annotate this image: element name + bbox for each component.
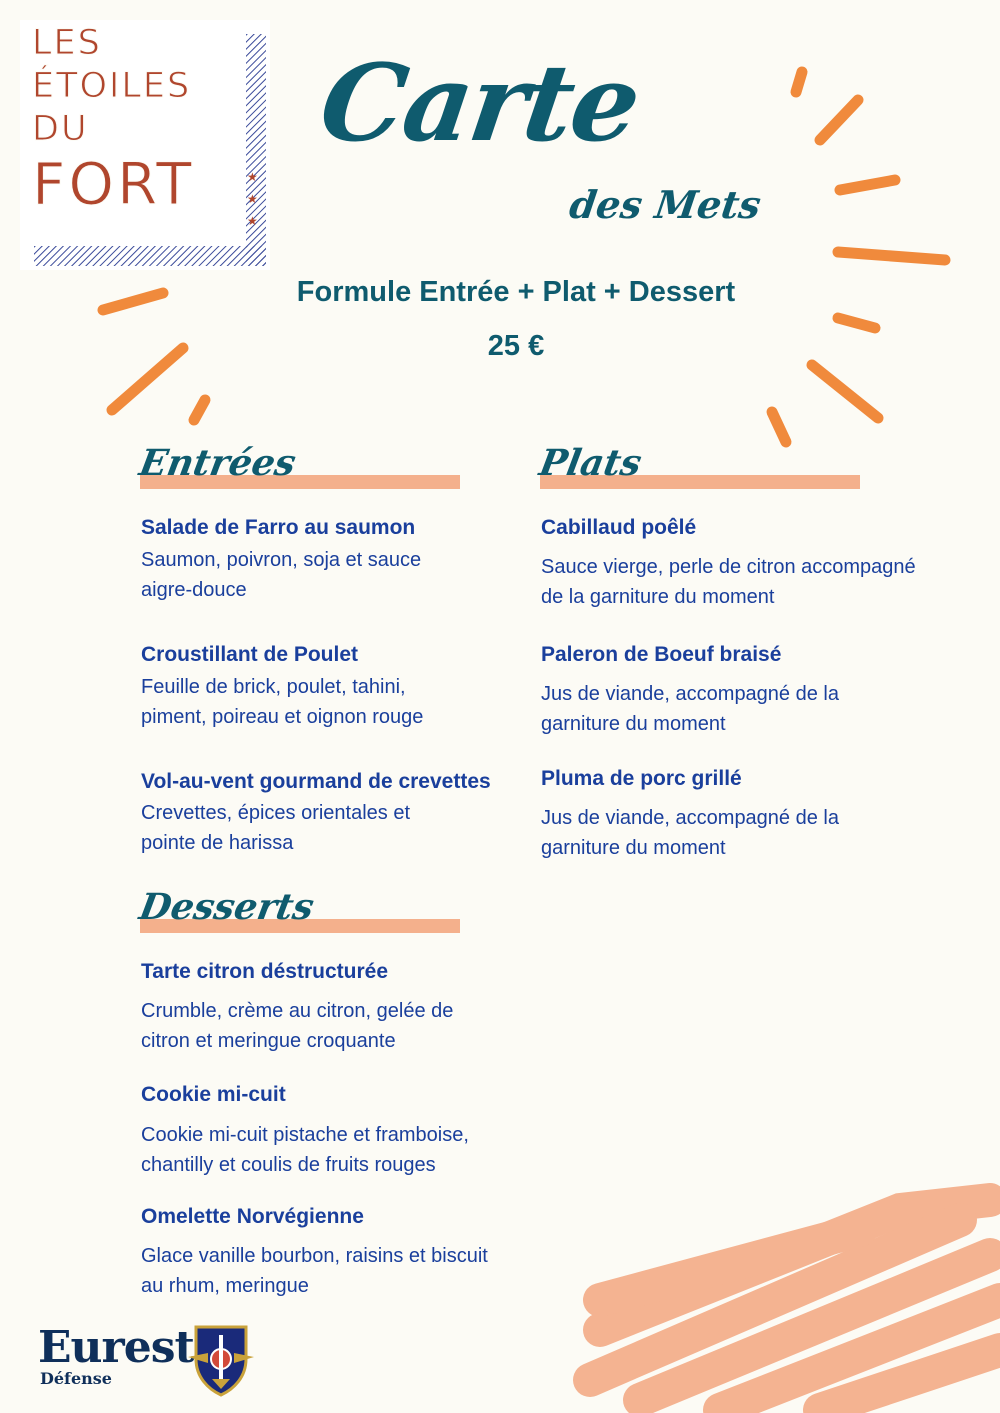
plat-desc: Jus de viande, accompagné de la garniture du moment [541, 807, 839, 859]
dessert-name: Omelette Norvégienne [141, 1205, 364, 1228]
page-title: Carte [313, 40, 647, 165]
dessert-desc: Cookie mi-cuit pistache et framboise, chantilly et coulis de fruits rouges [141, 1124, 469, 1176]
eurest-logo: Eurest [38, 1322, 194, 1373]
star-icon: ★ [247, 192, 258, 206]
entree-name: Croustillant de Poulet [141, 643, 359, 666]
logo-line-3: DU [32, 109, 89, 149]
plat-name: Cabillaud poêlé [541, 516, 697, 539]
entree-name: Salade de Farro au saumon [141, 516, 416, 539]
dessert-desc: Crumble, crème au citron, gelée de citron et meringue croquante [141, 1000, 454, 1052]
formule-label: Formule Entrée + Plat + Dessert [296, 276, 736, 308]
logo-line-2: ÉTOILES [32, 66, 192, 106]
dessert-desc: Glace vanille bourbon, raisins et biscuit au rhum, meringue [141, 1245, 488, 1297]
page-subtitle: des Mets [566, 182, 764, 227]
star-icon: ★ [247, 214, 258, 228]
logo-line-1: LES [32, 23, 102, 63]
entree-desc: Crevettes, épices orientales et pointe de harissa [141, 802, 411, 854]
dessert-name: Tarte citron déstructurée [141, 960, 389, 983]
entrees-heading: Entrées [136, 442, 299, 484]
formule-price: 25 € [487, 330, 545, 362]
desserts-heading: Desserts [136, 886, 318, 928]
plat-name: Paleron de Boeuf braisé [541, 643, 782, 666]
dessert-name: Cookie mi-cuit [141, 1083, 286, 1106]
logo-text [32, 23, 195, 221]
entree-desc: Saumon, poivron, soja et sauce aigre-douce [141, 549, 422, 601]
plat-name: Pluma de porc grillé [541, 767, 742, 790]
star-icon: ★ [247, 170, 258, 184]
plat-desc: Jus de viande, accompagné de la garniture du moment [541, 683, 839, 735]
entree-desc: Feuille de brick, poulet, tahini, piment, poireau et oignon rouge [141, 676, 424, 728]
plats-heading: Plats [536, 442, 645, 484]
entree-name: Vol-au-vent gourmand de crevettes [141, 770, 491, 793]
crest-icon [188, 1323, 254, 1397]
logo-stars [247, 166, 258, 232]
eurest-division: Défense [40, 1369, 112, 1388]
logo-line-4: FORT [32, 150, 195, 218]
plat-desc: Sauce vierge, perle de citron accompagné de la garniture du moment [541, 556, 916, 608]
